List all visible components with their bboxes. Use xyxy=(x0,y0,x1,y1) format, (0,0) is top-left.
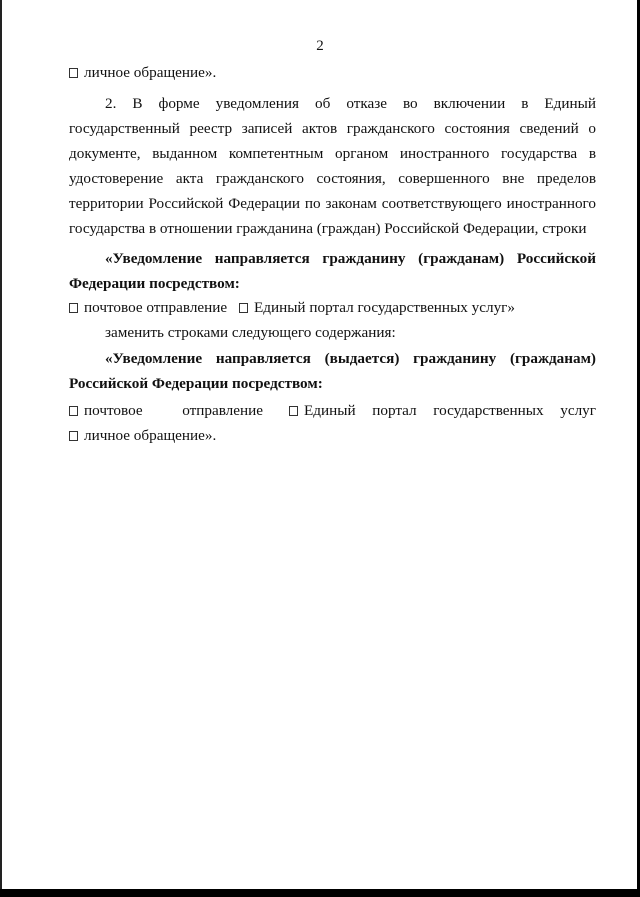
checkbox-icon xyxy=(69,303,78,313)
checkbox-icon xyxy=(289,406,298,416)
option-postal-2-group xyxy=(69,398,263,423)
option-postal: почтовое отправление xyxy=(84,299,228,316)
page-number: 2 xyxy=(316,38,324,54)
options-line-1 xyxy=(69,295,596,320)
checkbox-icon xyxy=(69,406,78,416)
scan-left-edge xyxy=(0,0,2,897)
scan-bottom-edge xyxy=(0,889,640,897)
paragraph-2: 2. В форме уведомления об отказе во включении в Единый государственный реестр записей актов гражданского состояния сведений о документе, выданном компетентным органом иностранного государства в удостоверение акта гражданского состояния, совершенного вне пределов территории Российской Федерации по законам соответствующего иностранного государства в отношении гражданина (граждан) Российской Федерации, строки xyxy=(69,95,596,237)
quote-2: «Уведомление направляется (выдается) гражданину (гражданам) Российской Федерации посредством: xyxy=(69,350,596,392)
personal-appeal-text: личное обращение». xyxy=(84,64,217,81)
option-portal: Единый портал государственных услуг» xyxy=(253,299,515,316)
option-portal-2-group: Единый портал государственных услуг xyxy=(289,398,596,423)
option-postal-2-word1: почтовое xyxy=(84,402,143,419)
replace-line: заменить строками следующего содержания: xyxy=(105,324,396,341)
personal-appeal-2-text: личное обращение». xyxy=(84,427,217,444)
checkbox-icon xyxy=(239,303,248,313)
checkbox-icon xyxy=(69,431,78,441)
line-personal-appeal-2 xyxy=(69,423,596,448)
option-postal-2-word2: отправление xyxy=(182,402,263,419)
checkbox-icon xyxy=(69,68,78,78)
options-line-2 xyxy=(69,398,596,423)
quote-1: «Уведомление направляется гражданину (гражданам) Российской Федерации посредством: xyxy=(69,250,596,292)
line-personal-appeal xyxy=(69,60,596,85)
